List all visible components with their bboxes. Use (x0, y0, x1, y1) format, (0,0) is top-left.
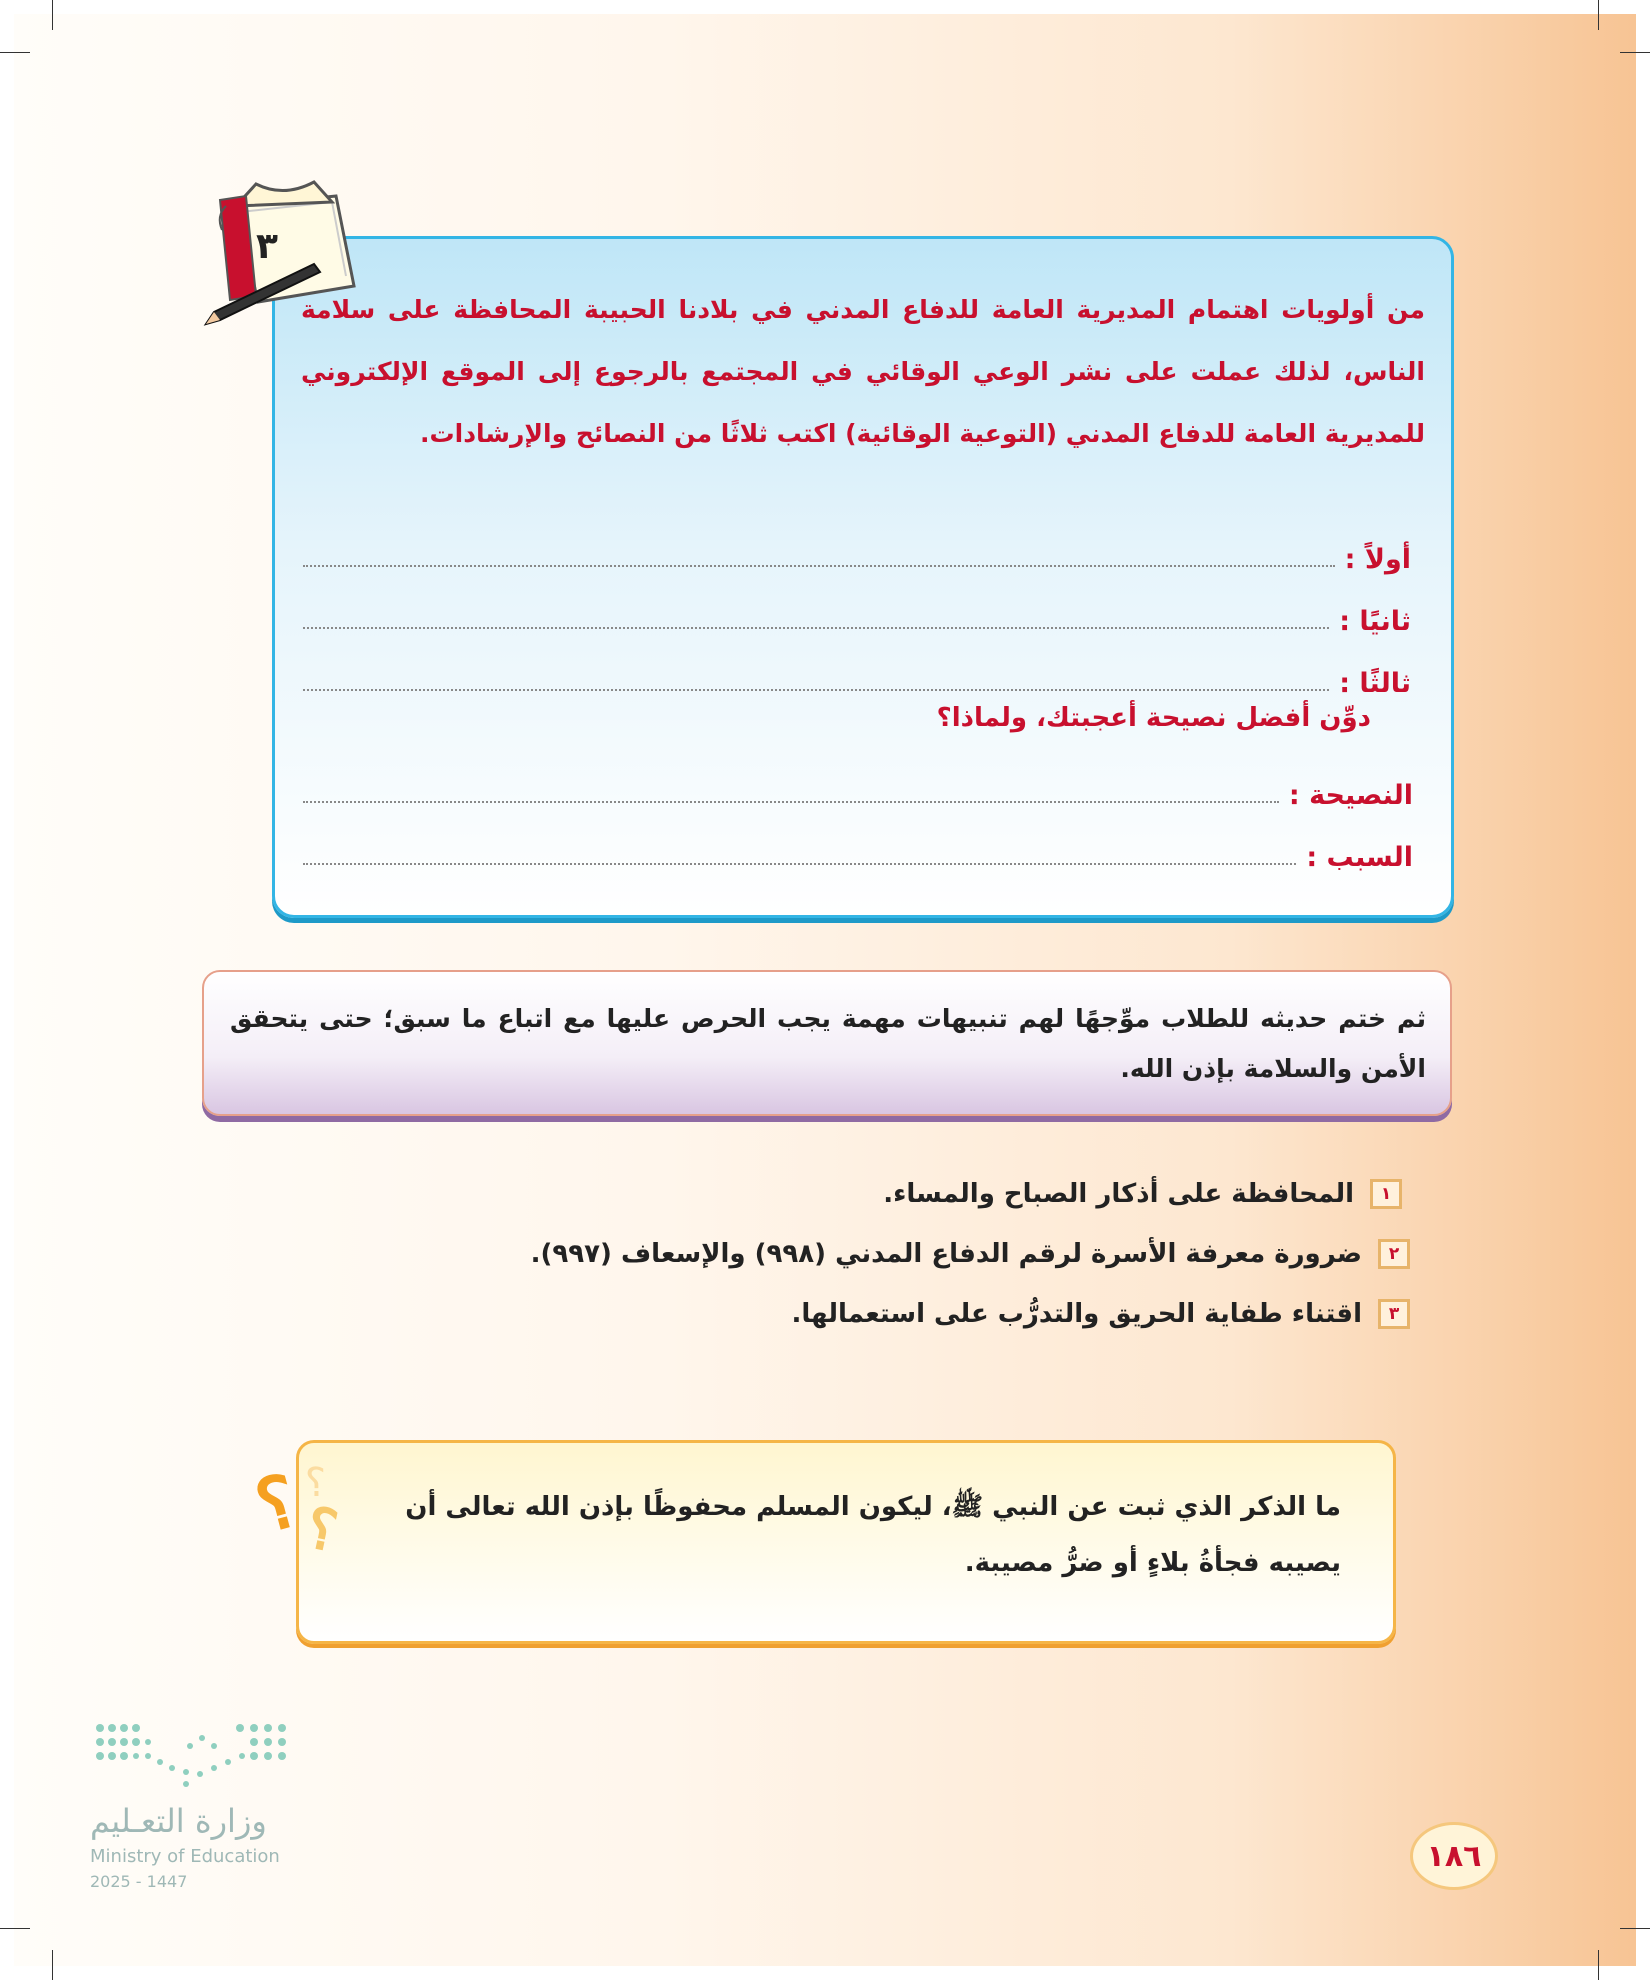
answer-row-second (303, 593, 1411, 637)
advice-line[interactable] (303, 801, 1279, 803)
reason-row (303, 829, 1413, 873)
ministry-name-english: Ministry of Education (90, 1846, 280, 1867)
svg-text:؟: ؟ (300, 1494, 344, 1566)
tip-number: ٣ (1378, 1299, 1410, 1329)
crop-mark (0, 1928, 30, 1929)
answer-label-first: أولاً : (1344, 544, 1411, 575)
crop-mark (1620, 52, 1650, 53)
hadith-question-box (296, 1440, 1396, 1644)
advice-row (303, 767, 1413, 811)
tip-text: ضرورة معرفة الأسرة لرقم الدفاع المدني (٩٩٨) والإسعاف (٩٩٧). (530, 1239, 1362, 1269)
page-number: ١٨٦ (1410, 1822, 1498, 1890)
svg-text:؟: ؟ (247, 1457, 306, 1550)
tip-text: المحافظة على أذكار الصباح والمساء. (883, 1179, 1354, 1209)
best-advice-question: دوِّن أفضل نصيحة أعجبتك، ولماذا؟ (936, 703, 1371, 733)
answer-line-second[interactable] (303, 627, 1329, 629)
question-marks-icon (247, 1446, 386, 1576)
tip-number: ٢ (1378, 1239, 1410, 1269)
notepad-pencil-icon (196, 176, 366, 326)
answer-label-third: ثالثًا : (1339, 668, 1411, 699)
advice-label: النصيحة : (1288, 780, 1413, 811)
answer-line-first[interactable] (303, 565, 1335, 567)
answer-row-third (303, 655, 1411, 699)
ministry-years: 2025 - 1447 (90, 1872, 188, 1891)
crop-mark (1620, 1928, 1650, 1929)
ministry-logo-icon (90, 1718, 300, 1788)
list-item (883, 1172, 1402, 1216)
hadith-question-text: ما الذكر الذي ثبت عن النبي ﷺ، ليكون المسلم محفوظًا بإذن الله تعالى أن يصيبه فجأةُ بلاءٍ أو ضرُّ مصيبة. (405, 1492, 1341, 1578)
crop-mark (52, 0, 53, 30)
tip-number: ١ (1370, 1179, 1402, 1209)
crop-mark (1598, 1950, 1599, 1980)
tip-text: اقتناء طفاية الحريق والتدرُّب على استعمالها. (791, 1299, 1362, 1329)
list-item (791, 1292, 1410, 1336)
narrative-box (202, 970, 1452, 1116)
activity-prompt: من أولويات اهتمام المديرية العامة للدفاع المدني في بلادنا الحبيبة المحافظة على سلامة الناس، لذلك عملت على نشر الوعي الوقائي في المجتمع بالرجوع إلى الموقع الإلكتروني للمديرية العامة للدفاع المدني (التوعية الوقائية) اكتب ثلاثًا من النصائح والإرشادات. (301, 295, 1425, 448)
crop-mark (52, 1950, 53, 1980)
reason-line[interactable] (303, 863, 1296, 865)
answer-label-second: ثانيًا : (1339, 606, 1411, 637)
crop-mark (0, 52, 30, 53)
list-item (531, 1232, 1410, 1276)
svg-text:؟: ؟ (304, 1460, 326, 1506)
activity-card (272, 236, 1454, 918)
answer-row-first (303, 531, 1411, 575)
crop-mark (1598, 0, 1599, 30)
reason-label: السبب : (1306, 842, 1413, 873)
activity-number: ٣ (256, 226, 278, 267)
ministry-name-arabic: وزارة التعـليم (90, 1802, 267, 1840)
answer-line-third[interactable] (303, 689, 1329, 691)
narrative-text: ثم ختم حديثه للطلاب موِّجهًا لهم تنبيهات مهمة يجب الحرص عليها مع اتباع ما سبق؛ حتى يتحقق الأمن والسلامة بإذن الله. (230, 1004, 1426, 1083)
